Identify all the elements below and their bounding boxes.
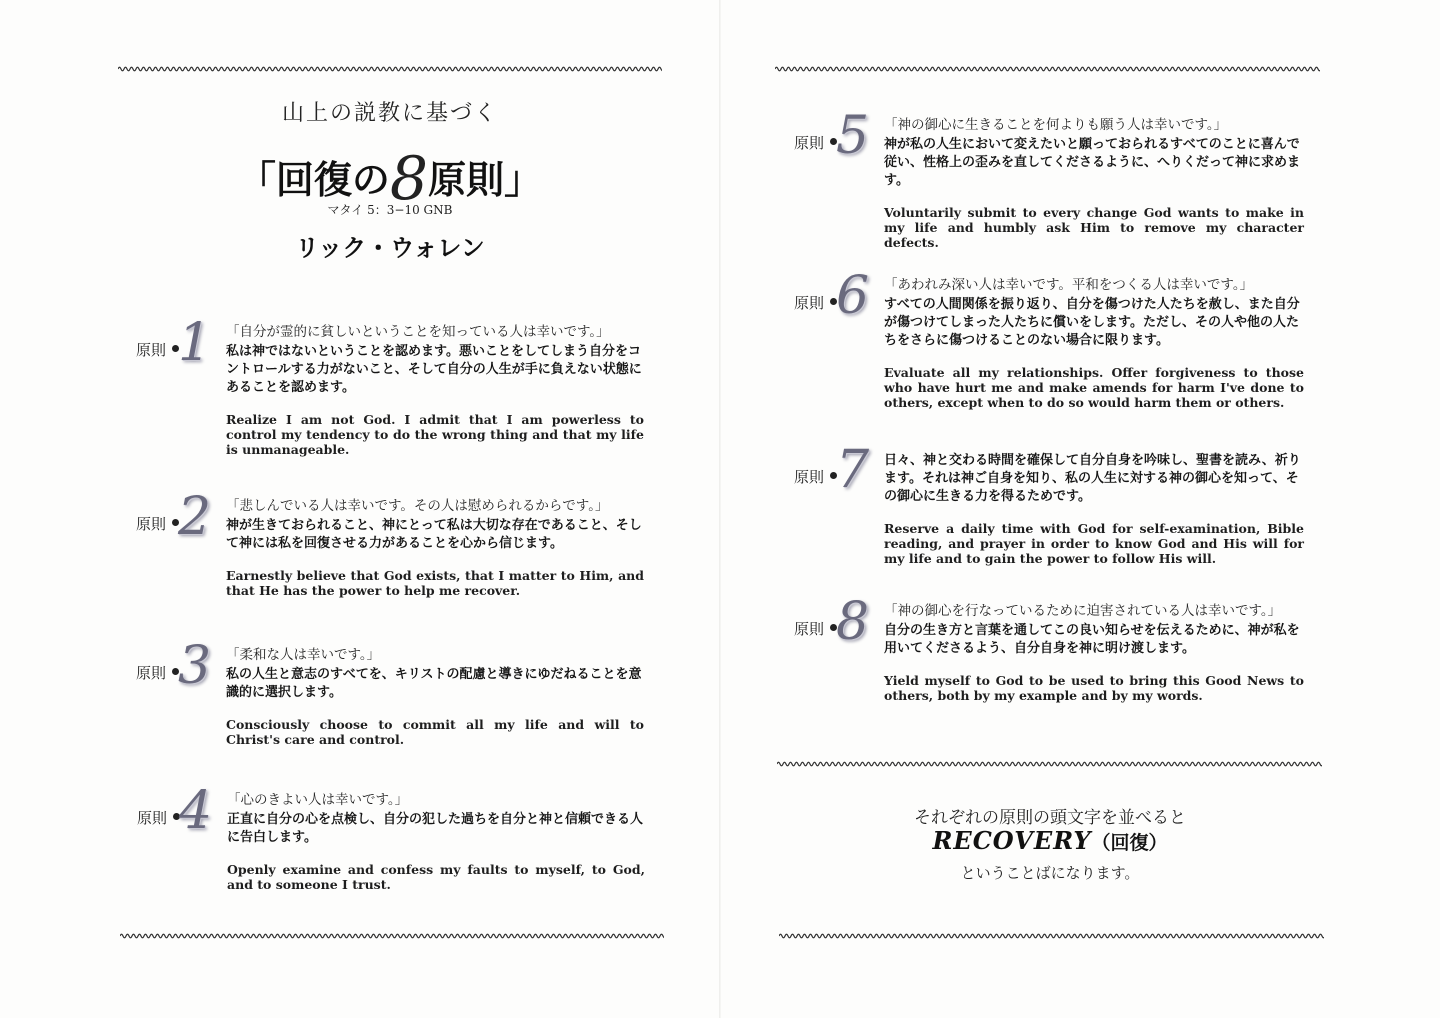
- principle-number: 4: [179, 781, 213, 841]
- principle-number: 5: [836, 106, 870, 166]
- wavy-line-icon: [777, 759, 1322, 769]
- principle-label: 原則: [794, 294, 825, 312]
- wavy-line-icon: [779, 931, 1324, 941]
- beatitude-quote: 「あわれみ深い人は幸いです。平和をつくる人は幸いです。」: [884, 277, 1254, 293]
- principle-label: 原則: [136, 341, 167, 359]
- principle-label: 原則: [794, 620, 825, 638]
- principle-marker: [794, 592, 884, 662]
- principle-japanese: 私の人生と意志のすべてを、キリストの配慮と導きにゆだねることを意識的に選択します。: [226, 667, 642, 700]
- principle-japanese: 日々、神と交わる時間を確保して自分自身を吟味し、聖書を読み、祈ります。それは神ご自身を知り、私の人生に対する神の御心を知って、その御心に生きる力を得るためです。: [884, 453, 1301, 504]
- beatitude-quote: 「柔和な人は幸いです。」: [226, 647, 381, 663]
- principle-english: Realize I am not God. I admit that I am powerless to control my tendency to do the wrong thing and that my life is unmanageable.: [226, 412, 644, 457]
- principle-marker: [136, 487, 226, 557]
- acronym-line: [780, 826, 1320, 855]
- principle-japanese: 神が生きておられること、神にとって私は大切な存在であること、そして神には私を回復させる力があることを心から信じます。: [226, 518, 642, 551]
- principle-japanese: 正直に自分の心を点検し、自分の犯した過ちを自分と神と信頼できる人に告白します。: [227, 812, 644, 845]
- beatitude-quote: 「神の御心を行なっているために迫害されている人は幸いです。」: [884, 603, 1282, 619]
- principle-text: [226, 497, 644, 598]
- beatitude-quote: 「心のきよい人は幸いです。」: [227, 792, 409, 808]
- wavy-rule-top-left: [118, 64, 662, 74]
- wavy-rule-bottom-right: [779, 931, 1324, 941]
- title-open: 「回復の: [237, 157, 390, 202]
- acronym-word: RECOVERY: [932, 826, 1092, 855]
- principle-japanese: 神が私の人生において変えたいと願っておられるすべてのことに喜んで従い、性格上の歪みを直してくださるように、へりくだって神に求めます。: [884, 137, 1301, 188]
- principle-number: 1: [178, 313, 212, 373]
- principle-text: [226, 323, 644, 457]
- principle-number: 2: [178, 487, 212, 547]
- principle-english: Reserve a daily time with God for self-examination, Bible reading, and prayer in order to know God and His will for my life and to gain the power to follow His will.: [884, 521, 1304, 566]
- principle-marker: [136, 313, 226, 383]
- wavy-rule-bottom-left: [120, 931, 664, 941]
- principle-english: Openly examine and confess my faults to myself, to God, and to someone I trust.: [227, 862, 645, 892]
- principle-japanese: 自分の生き方と言葉を通してこの良い知らせを伝えるために、神が私を用いてくださるよう、自分自身を神に明け渡します。: [884, 623, 1300, 656]
- acronym-meaning: （回復）: [1091, 832, 1168, 854]
- title-number: 8: [389, 144, 429, 214]
- principle-text: [884, 116, 1304, 250]
- principle-marker: [137, 781, 227, 851]
- principle-label: 原則: [794, 134, 825, 152]
- scripture-reference: マタイ 5：3−10 GNB: [327, 203, 453, 217]
- principle-marker: [794, 266, 884, 336]
- principle-english: Voluntarily submit to every change God wants to make in my life and humbly ask Him to remove my character defects.: [884, 205, 1304, 250]
- principle-number: 8: [836, 592, 870, 652]
- principle-label: 原則: [137, 809, 168, 827]
- beatitude-quote: 「自分が霊的に貧しいということを知っている人は幸いです。」: [226, 324, 610, 340]
- principle-english: Consciously choose to commit all my life and will to Christ's care and control.: [226, 717, 644, 747]
- author-name: リック・ウォレン: [295, 233, 485, 262]
- principle-label: 原則: [794, 468, 825, 486]
- principle-text: [226, 646, 644, 747]
- principle-japanese: すべての人間関係を振り返り、自分を傷つけた人たちを赦し、また自分が傷つけてしまった人たちに償いをします。ただし、その人や他の人たちをさらに傷つけることのない場合に限ります。: [884, 297, 1300, 348]
- wavy-line-icon: [775, 64, 1320, 74]
- principle-label: 原則: [136, 664, 167, 682]
- title-close: 原則」: [428, 157, 543, 202]
- principle-text: [884, 602, 1304, 703]
- wavy-line-icon: [120, 931, 664, 941]
- principle-number: 6: [836, 266, 870, 326]
- closing-line-1: それぞれの原則の頭文字を並べると: [914, 808, 1186, 828]
- page-fold: [719, 0, 721, 1018]
- principle-english: Yield myself to God to be used to bring this Good News to others, both by my example and by my words.: [884, 673, 1304, 703]
- principle-number: 3: [178, 636, 212, 696]
- principle-label: 原則: [136, 515, 167, 533]
- beatitude-quote: 「悲しんでいる人は幸いです。その人は慰められるからです。」: [226, 498, 609, 514]
- beatitude-quote: 「神の御心に生きることを何よりも願う人は幸いです。」: [884, 117, 1228, 133]
- closing-line-2: ということばになります。: [960, 864, 1140, 882]
- principle-text: [227, 791, 645, 892]
- principle-number: 7: [836, 440, 870, 500]
- wavy-rule-top-right: [775, 64, 1320, 74]
- principle-english: Earnestly believe that God exists, that I matter to Him, and that He has the power to help me recover.: [226, 568, 644, 598]
- principle-text: [884, 276, 1304, 410]
- wavy-line-icon: [118, 64, 662, 74]
- principle-marker: [794, 106, 884, 176]
- principle-japanese: 私は神ではないということを認めます。悪いことをしてしまう自分をコントロールする力がないこと、そして自分の人生が手に負えない状態にあることを認めます。: [226, 344, 642, 395]
- principle-text: [884, 450, 1304, 566]
- subtitle: 山上の説教に基づく: [281, 101, 498, 126]
- principle-english: Evaluate all my relationships. Offer forgiveness to those who have hurt me and make amends for harm I've done to others, except when to do so would harm them or others.: [884, 365, 1304, 410]
- wavy-rule-middle-right: [777, 759, 1322, 769]
- principle-marker: [794, 440, 884, 510]
- principle-marker: [136, 636, 226, 706]
